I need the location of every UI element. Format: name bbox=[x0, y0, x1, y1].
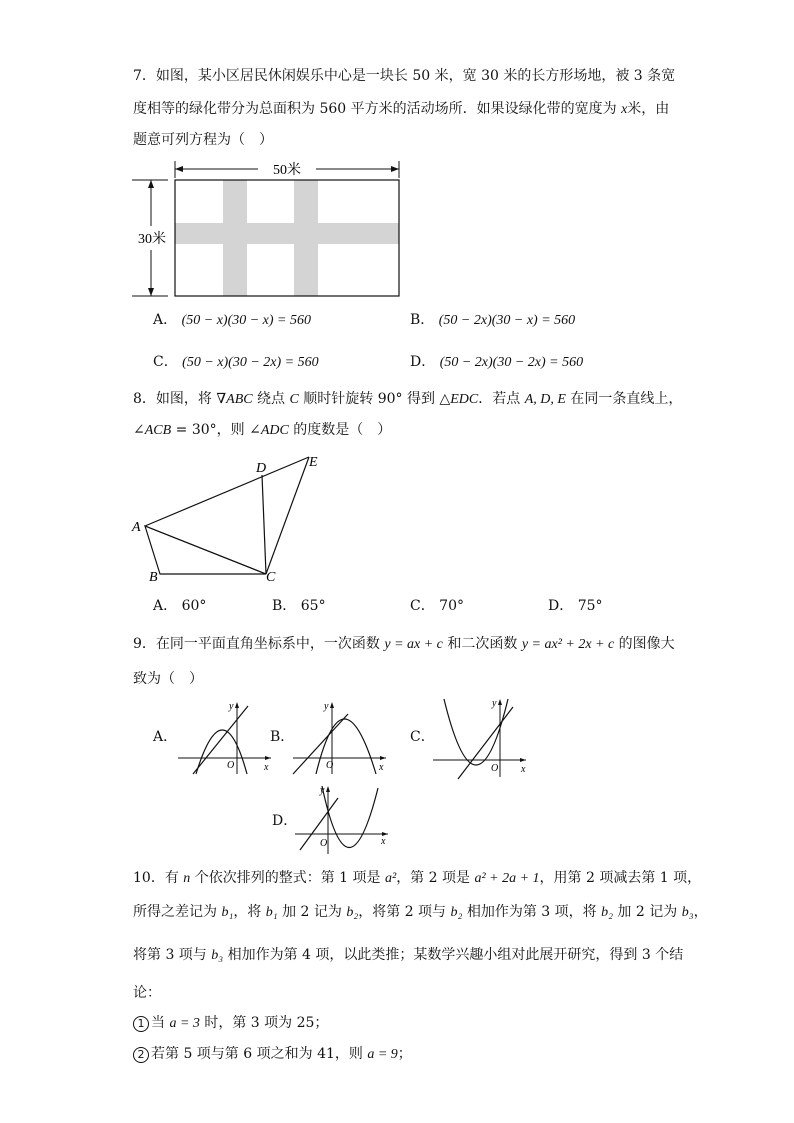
svg-text:y: y bbox=[229, 701, 234, 712]
q7-text-line2: 度相等的绿化带分为总面积为 560 平方米的活动场所．如果设绿化带的宽度为 x米，由 bbox=[133, 101, 670, 117]
point-label-d: D bbox=[256, 461, 267, 476]
q7-width-label: 50米 bbox=[273, 163, 301, 178]
q10-text-line3: 将第 3 项与 b₃ 相加作为第 4 项，以此类推；某数学兴趣小组对此展开研究，得到 3 个结 bbox=[133, 947, 684, 963]
point-label-a: A bbox=[132, 520, 141, 535]
q7-option-d[interactable]: D． (50 − 2x)(30 − 2x) = 560 bbox=[410, 354, 584, 370]
q10-text-line1: 10．有 n 个依次排列的整式：第 1 项是 a²，第 2 项是 a² + 2a + 1，用第 2 项减去第 1 项， bbox=[133, 870, 702, 886]
q7-height-label: 30米 bbox=[138, 232, 166, 247]
q9-text-line2: 致为（ ） bbox=[133, 671, 203, 687]
q7-option-b[interactable]: B． (50 − 2x)(30 − x) = 560 bbox=[410, 312, 576, 328]
q9-option-b-label[interactable]: B． bbox=[270, 729, 295, 745]
q9-text-line1: 9．在同一平面直角坐标系中，一次函数 y = ax + c 和二次函数 y = ax² + 2x + c 的图像大 bbox=[133, 636, 675, 652]
svg-text:y: y bbox=[324, 701, 329, 712]
q10-conclusion-2: 2 若第 5 项与第 6 项之和为 41，则 a = 9； bbox=[133, 1044, 412, 1065]
q8-option-c[interactable]: C． 70° bbox=[410, 598, 464, 614]
q8-text-line1: 8．如图，将 ∇ABC 绕点 C 顺时针旋转 90° 得到 △EDC．若点 A, D, E 在同一条直线上， bbox=[133, 391, 683, 407]
svg-text:x: x bbox=[264, 762, 269, 773]
q9-option-d-label[interactable]: D． bbox=[272, 813, 298, 829]
circled-number-2: 2 bbox=[133, 1047, 149, 1063]
circled-number-1: 1 bbox=[133, 1016, 149, 1032]
q10-conclusion-1: 1 当 a = 3 时，第 3 项为 25； bbox=[133, 1013, 328, 1034]
q8-option-a[interactable]: A． 60° bbox=[153, 598, 207, 614]
q9-graph-d[interactable] bbox=[292, 782, 392, 857]
svg-text:O: O bbox=[320, 838, 328, 849]
q9-graph-a[interactable] bbox=[175, 698, 275, 778]
q7-option-c[interactable]: C． (50 − x)(30 − 2x) = 560 bbox=[153, 354, 319, 370]
point-label-b: B bbox=[149, 570, 158, 585]
q10-text-line4: 论： bbox=[133, 985, 161, 1001]
q7-option-a[interactable]: A． (50 − x)(30 − x) = 560 bbox=[153, 312, 311, 328]
green-strip-horizontal bbox=[175, 223, 399, 244]
svg-text:y: y bbox=[320, 785, 325, 796]
q7-rectangle-figure bbox=[128, 156, 408, 301]
q8-option-b[interactable]: B． 65° bbox=[272, 598, 326, 614]
svg-text:O: O bbox=[491, 763, 499, 774]
q7-text-line1: 7．如图，某小区居民休闲娱乐中心是一块长 50 米，宽 30 米的长方形场地，被 3 条宽 bbox=[133, 68, 676, 84]
q9-graph-b[interactable] bbox=[290, 698, 390, 778]
q9-graph-c[interactable] bbox=[430, 695, 535, 780]
q9-option-a-label[interactable]: A． bbox=[153, 729, 178, 745]
svg-text:x: x bbox=[381, 836, 386, 847]
q8-option-d[interactable]: D． 75° bbox=[548, 598, 603, 614]
point-label-e: E bbox=[309, 455, 318, 470]
svg-text:O: O bbox=[227, 760, 235, 771]
svg-text:y: y bbox=[492, 698, 497, 709]
q10-text-line2: 所得之差记为 b₁，将 b₁ 加 2 记为 b₂，将第 2 项与 b₂ 相加作为第 3 项，将 b₂ 加 2 记为 b₃， bbox=[133, 904, 708, 920]
svg-text:x: x bbox=[521, 764, 526, 775]
svg-text:x: x bbox=[379, 762, 384, 773]
q7-text-line3: 题意可列方程为（ ） bbox=[133, 132, 273, 148]
q8-text-line2: ∠ACB = 30°，则 ∠ADC 的度数是（ ） bbox=[133, 422, 392, 438]
q8-triangle-figure bbox=[128, 448, 328, 588]
point-label-c: C bbox=[266, 570, 276, 585]
svg-text:O: O bbox=[326, 760, 334, 771]
q9-option-c-label[interactable]: C． bbox=[410, 729, 435, 745]
